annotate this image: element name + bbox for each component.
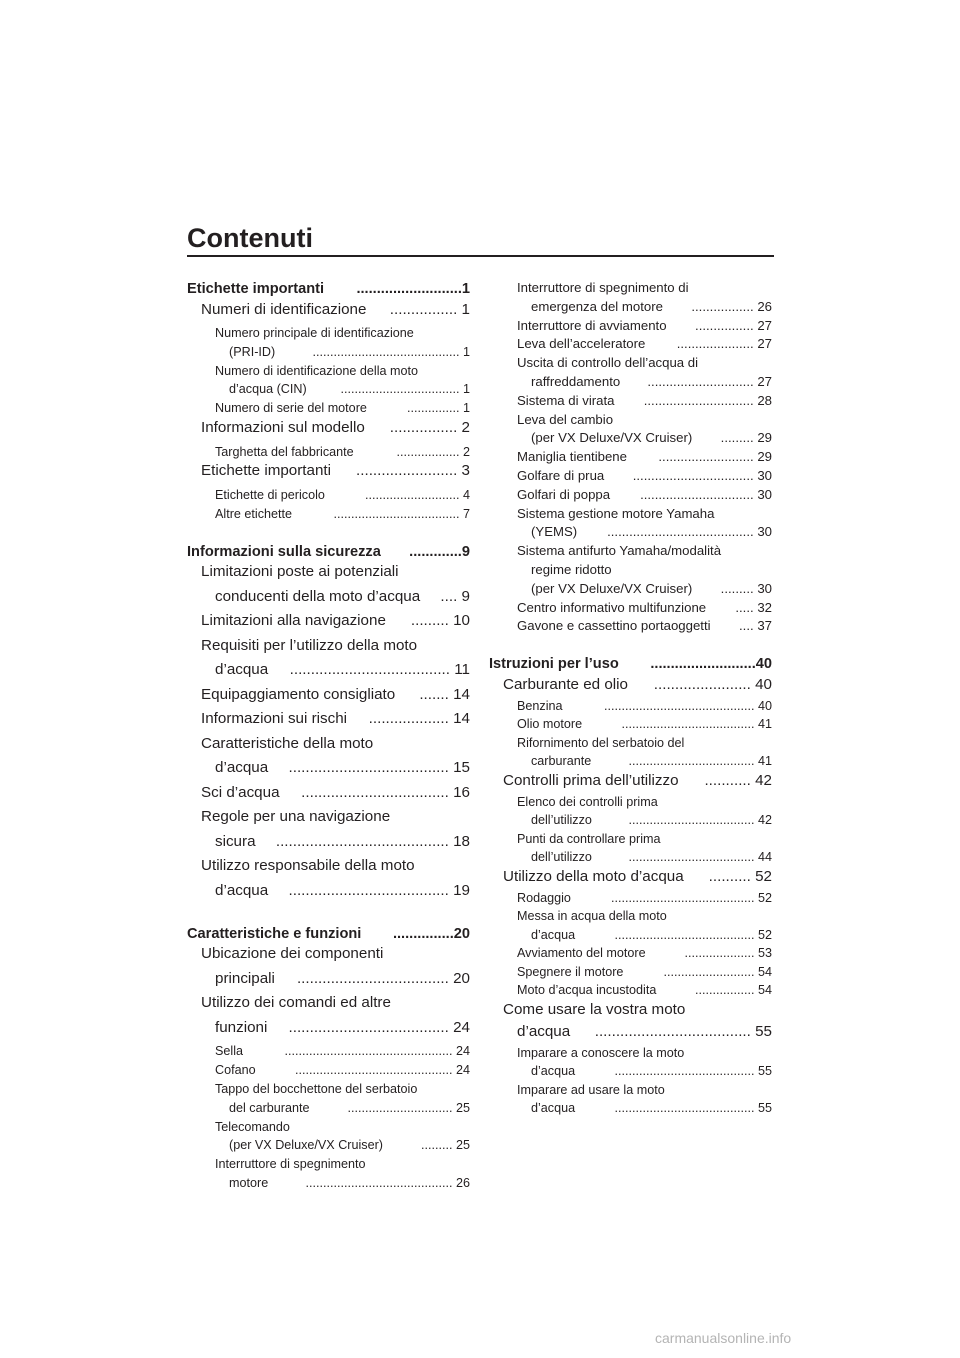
toc-entry-title: Targhetta del fabbricante (215, 444, 354, 459)
toc-entry-title: (per VX Deluxe/VX Cruiser) (229, 1138, 383, 1153)
toc-entry-title: Numero di identificazione della moto (215, 363, 419, 378)
toc-page-number: 1 (461, 281, 470, 297)
toc-entry[interactable] (201, 709, 470, 729)
toc-entry[interactable] (531, 848, 772, 866)
toc-leader-dots: ................. (691, 298, 754, 314)
toc-page-number: 32 (757, 599, 772, 615)
toc-entry-title: Sella (215, 1044, 244, 1059)
toc-entry-title: Carburante ed olio (503, 675, 628, 693)
toc-page-number: 29 (757, 449, 772, 465)
toc-leader-dots: .............................. (347, 1100, 453, 1115)
toc-entry[interactable] (531, 926, 772, 944)
toc-page-number: 28 (757, 392, 772, 408)
toc-page-number: 53 (757, 946, 772, 961)
toc-entry-title: Benzina (517, 698, 563, 713)
toc-entry-title: Telecomando (215, 1119, 290, 1134)
toc-leader-dots: ................ (389, 300, 458, 318)
toc-entry-title: Sistema di virata (517, 392, 615, 408)
toc-page-number: 30 (757, 524, 772, 540)
toc-entry-title: Caratteristiche e funzioni (187, 925, 362, 942)
toc-page-number: 9 (461, 543, 470, 560)
toc-entry-title: Rodaggio (517, 890, 571, 905)
toc-entry[interactable] (517, 486, 772, 504)
toc-entry-title: Maniglia tientibene (517, 449, 627, 465)
toc-entry-title: d’acqua (531, 1064, 576, 1079)
toc-entry[interactable] (531, 523, 772, 541)
toc-entry[interactable] (201, 783, 470, 803)
toc-leader-dots: ........... (704, 771, 751, 789)
toc-entry[interactable] (517, 981, 772, 999)
toc-leader-dots: ......... (720, 580, 754, 596)
toc-entry-title: Etichette importanti (201, 462, 331, 480)
toc-entry[interactable] (187, 542, 470, 562)
toc-entry-title: Sistema antifurto Yamaha/modalità (517, 543, 722, 559)
toc-entry-title: Cofano (215, 1063, 256, 1078)
toc-entry[interactable] (531, 373, 772, 391)
toc-page-number: 55 (757, 1101, 772, 1116)
toc-entry[interactable] (201, 734, 470, 754)
toc-entry[interactable] (517, 411, 772, 429)
toc-entry-title: Tappo del bocchettone del serbatoio (215, 1082, 418, 1096)
toc-leader-dots: .... (440, 587, 458, 605)
toc-entry[interactable] (201, 562, 470, 582)
toc-entry-title: Rifornimento del serbatoio del (517, 735, 685, 750)
toc-page-number: 26 (455, 1176, 470, 1190)
toc-page-number: 7 (462, 506, 470, 521)
toc-entry[interactable] (517, 542, 772, 560)
toc-entry-title: Centro informativo multifunzione (517, 599, 707, 615)
toc-entry-title: Informazioni sulla sicurezza (187, 543, 381, 560)
toc-page-number: 24 (455, 1063, 470, 1078)
toc-leader-dots: ........................... (365, 487, 460, 502)
toc-entry[interactable] (531, 1099, 772, 1117)
toc-page-number: 40 (755, 656, 772, 673)
toc-entry-title: Controlli prima dell’utilizzo (503, 771, 679, 789)
toc-leader-dots: ...................................... (288, 881, 449, 899)
toc-entry-title: sicura (215, 832, 256, 850)
toc-leader-dots: .................................. (340, 382, 460, 397)
toc-entry-title: Gavone e cassettino portaoggetti (517, 618, 711, 634)
toc-leader-dots: ..................... (676, 336, 754, 352)
toc-entry[interactable] (215, 399, 470, 417)
toc-page-number: 2 (462, 444, 470, 459)
toc-page-number: 20 (453, 969, 470, 987)
toc-entry-title: d’acqua (531, 927, 576, 942)
toc-page-number: 29 (757, 430, 772, 446)
toc-entry[interactable] (187, 279, 470, 299)
toc-entry-title: Limitazioni poste ai potenziali (201, 563, 399, 581)
toc-entry[interactable] (201, 300, 470, 320)
toc-entry[interactable] (517, 734, 772, 752)
toc-entry-title: Messa in acqua della moto (517, 909, 667, 924)
toc-entry[interactable] (517, 467, 772, 485)
toc-entry[interactable] (503, 1000, 772, 1020)
toc-entry[interactable] (215, 505, 470, 523)
toc-entry[interactable] (531, 752, 772, 770)
toc-page-number: 26 (757, 298, 772, 314)
toc-leader-dots: .......................................... (312, 344, 460, 359)
toc-page-number: 1 (462, 382, 470, 397)
toc-entry[interactable] (215, 1118, 470, 1136)
toc-entry[interactable] (531, 429, 772, 447)
toc-entry[interactable] (517, 505, 772, 523)
toc-entry-title: Etichette importanti (187, 281, 325, 297)
toc-leader-dots: ...................................... (621, 717, 755, 732)
toc-entry-title: Olio motore (517, 717, 583, 732)
toc-entry[interactable] (215, 443, 470, 461)
toc-entry-title: Leva del cambio (517, 411, 614, 427)
toc-leader-dots: ...................................... (289, 661, 450, 679)
toc-entry-title: regime ridotto (531, 562, 612, 577)
toc-entry[interactable] (229, 343, 470, 361)
toc-entry[interactable] (215, 1061, 470, 1079)
toc-entry[interactable] (517, 448, 772, 466)
toc-entry[interactable] (503, 867, 772, 887)
toc-page-number: 42 (755, 771, 772, 789)
toc-entry-title: Ubicazione dei componenti (201, 945, 384, 963)
toc-leader-dots: .................... (684, 946, 755, 961)
toc-entry-title: Istruzioni per l’uso (489, 656, 619, 673)
toc-entry[interactable] (201, 807, 470, 827)
toc-entry-title: Imparare ad usare la moto (517, 1082, 665, 1097)
toc-entry[interactable] (215, 758, 470, 778)
toc-entry[interactable] (517, 715, 772, 733)
toc-entry[interactable] (517, 1044, 772, 1062)
toc-page-number: 54 (757, 964, 772, 979)
toc-entry-title: Utilizzo dei comandi ed altre (201, 994, 391, 1012)
toc-entry-title: conducenti della moto d’acqua (215, 587, 421, 605)
toc-leader-dots: ............................................. (295, 1063, 453, 1078)
toc-entry[interactable] (215, 1080, 470, 1098)
toc-entry-title: Golfare di prua (517, 468, 605, 483)
toc-leader-dots: .................................... (628, 754, 755, 769)
toc-page-number: 41 (757, 717, 772, 732)
toc-page-number: 30 (757, 486, 772, 502)
toc-entry[interactable] (517, 830, 772, 848)
toc-entry[interactable] (503, 771, 772, 791)
toc-entry[interactable] (503, 675, 772, 695)
toc-entry[interactable] (531, 298, 772, 316)
toc-entry-title: Interruttore di spegnimento (215, 1157, 366, 1172)
toc-leader-dots: ....................... (653, 675, 751, 693)
toc-entry-title: d’acqua (517, 1022, 571, 1040)
toc-page-number: 3 (461, 462, 470, 480)
toc-page-number: 1 (461, 300, 470, 318)
toc-page-number: 52 (755, 867, 772, 885)
toc-page-number: 30 (757, 580, 772, 596)
toc-entry-title: Sci d’acqua (201, 783, 280, 801)
toc-entry[interactable] (531, 561, 772, 579)
toc-page-number: 40 (757, 698, 772, 713)
toc-page-number: 9 (461, 587, 470, 605)
toc-page-number: 4 (462, 487, 470, 502)
toc-entry[interactable] (517, 354, 772, 372)
toc-entry[interactable] (215, 587, 470, 607)
toc-entry-title: Utilizzo della moto d’acqua (503, 867, 684, 885)
toc-entry[interactable] (531, 811, 772, 829)
toc-entry-title: del carburante (229, 1100, 310, 1115)
toc-entry-title: Etichette di pericolo (215, 487, 325, 502)
toc-entry-title: Sistema gestione motore Yamaha (517, 505, 715, 521)
toc-leader-dots: .......................... (650, 656, 756, 673)
toc-page-number: 27 (757, 317, 772, 333)
toc-entry-title: Uscita di controllo dell’acqua di (517, 355, 699, 371)
toc-entry-title: Interruttore di spegnimento di (517, 280, 689, 295)
toc-page-number: 1 (462, 401, 470, 416)
toc-page-number: 14 (453, 710, 470, 728)
toc-entry-title: (PRI-ID) (229, 344, 276, 359)
toc-entry-title: d’acqua (215, 759, 269, 777)
toc-page-number: 16 (453, 783, 470, 801)
toc-page-number: 14 (453, 685, 470, 703)
toc-leader-dots: ................... (368, 710, 449, 728)
toc-page-number: 27 (757, 374, 772, 389)
toc-leader-dots: ......... (410, 612, 449, 630)
toc-entry[interactable] (215, 832, 470, 852)
toc-page-number: 27 (757, 336, 772, 352)
toc-page-number: 41 (757, 754, 772, 769)
toc-entry-title: d’acqua (215, 661, 269, 679)
toc-entry-title: Golfari di poppa (517, 486, 611, 502)
toc-page-number: 44 (757, 850, 772, 865)
toc-entry[interactable] (201, 685, 470, 705)
toc-leader-dots: ......... (720, 430, 754, 446)
toc-leader-dots: ................ (695, 317, 754, 333)
toc-leader-dots: ......................................... (275, 832, 449, 850)
toc-page-number: 42 (757, 813, 772, 828)
toc-page-number: 54 (757, 983, 772, 998)
toc-leader-dots: ........................ (356, 462, 458, 480)
toc-entry[interactable] (215, 324, 470, 342)
page-title: Contenuti (187, 223, 313, 253)
toc-leader-dots: ............... (392, 925, 454, 942)
toc-leader-dots: ................................. (632, 468, 754, 483)
toc-entry[interactable] (201, 611, 470, 631)
toc-entry-title: Interruttore di avviamento (517, 317, 667, 333)
toc-leader-dots: ........................................ (614, 1101, 755, 1116)
toc-entry-title: Utilizzo responsabile della moto (201, 857, 415, 875)
toc-entry[interactable] (517, 889, 772, 907)
toc-leader-dots: .................................... (333, 506, 460, 521)
toc-entry[interactable] (489, 654, 772, 674)
toc-entry[interactable] (229, 1136, 470, 1154)
toc-page-number: 10 (453, 612, 470, 630)
toc-entry-title: Equipaggiamento consigliato (201, 685, 396, 703)
toc-entry[interactable] (215, 486, 470, 504)
toc-entry-title: Altre etichette (215, 506, 293, 521)
toc-entry-title: dell’utilizzo (531, 813, 592, 828)
toc-entry-title: Imparare a conoscere la moto (517, 1045, 685, 1060)
toc-leader-dots: .......................... (658, 449, 754, 465)
toc-page-number: 30 (757, 468, 772, 483)
title-rule (187, 255, 774, 257)
toc-leader-dots: .......... (708, 867, 751, 885)
toc-entry-title: (YEMS) (531, 524, 578, 540)
toc-leader-dots: ......................................... (611, 890, 755, 905)
toc-entry-title: Punti da controllare prima (517, 831, 661, 846)
toc-entry[interactable] (229, 1099, 470, 1117)
toc-entry[interactable] (517, 944, 772, 962)
toc-entry[interactable] (517, 793, 772, 811)
toc-page-number: 11 (454, 661, 470, 679)
toc-page-number: 55 (755, 1022, 772, 1040)
toc-entry[interactable] (517, 279, 772, 297)
toc-leader-dots: ................................................ (284, 1044, 453, 1059)
toc-entry-title: (per VX Deluxe/VX Cruiser) (531, 430, 693, 446)
toc-page-number: 24 (455, 1044, 470, 1059)
toc-entry-title: Regole per una navigazione (201, 808, 391, 826)
toc-entry-title: emergenza del motore (531, 298, 663, 314)
toc-entry[interactable] (517, 317, 772, 335)
toc-entry[interactable] (215, 969, 470, 989)
toc-leader-dots: .......................................... (305, 1176, 453, 1190)
toc-entry[interactable] (215, 660, 470, 680)
toc-entry[interactable] (215, 362, 470, 380)
toc-entry[interactable] (229, 380, 470, 398)
toc-entry-title: Elenco dei controlli prima (517, 794, 658, 809)
toc-page-number: 25 (455, 1138, 470, 1153)
toc-entry[interactable] (201, 944, 470, 964)
toc-entry[interactable] (201, 993, 470, 1013)
toc-entry[interactable] (517, 1022, 772, 1042)
toc-entry-title: funzioni (215, 1018, 268, 1036)
toc-leader-dots: .............................. (643, 392, 754, 408)
toc-page-number: 55 (757, 1064, 772, 1079)
toc-leader-dots: ..................................... (594, 1022, 751, 1040)
toc-leader-dots: .................................... (628, 850, 755, 865)
toc-entry[interactable] (215, 881, 470, 901)
toc-entry[interactable] (531, 580, 772, 598)
toc-entry-title: Numero principale di identificazione (215, 326, 414, 340)
toc-leader-dots: .......................... (663, 964, 755, 979)
toc-page-number: 18 (453, 832, 470, 850)
toc-entry[interactable] (215, 1018, 470, 1038)
toc-entry-title: Spegnere il motore (517, 964, 624, 979)
toc-entry-title: Leva dell’acceleratore (517, 336, 646, 352)
toc-entry-title: Informazioni sul modello (201, 419, 365, 436)
toc-leader-dots: ...................................... (288, 1018, 449, 1036)
toc-leader-dots: ...................................... (288, 759, 449, 777)
toc-entry[interactable] (215, 1155, 470, 1173)
toc-entry[interactable] (517, 963, 772, 981)
toc-entry[interactable] (187, 924, 470, 944)
toc-entry-title: Come usare la vostra moto (503, 1000, 686, 1018)
toc-page-number: 20 (453, 925, 470, 942)
toc-leader-dots: ............... (407, 401, 460, 416)
watermark: carmanualsonline.info (655, 1330, 792, 1346)
toc-entry[interactable] (517, 907, 772, 925)
toc-entry[interactable] (517, 617, 772, 635)
toc-leader-dots: ................................... (301, 783, 449, 801)
toc-page-number: 2 (461, 419, 470, 436)
toc-leader-dots: ................ (389, 419, 458, 436)
toc-page-number: 24 (453, 1018, 470, 1036)
toc-entry[interactable] (201, 461, 470, 481)
toc-leader-dots: .... (739, 618, 754, 634)
toc-entry[interactable] (201, 636, 470, 656)
toc-entry-title: (per VX Deluxe/VX Cruiser) (531, 580, 693, 596)
toc-page-number: 15 (453, 759, 470, 777)
toc-entry-title: d’acqua (CIN) (229, 382, 307, 397)
toc-entry-title: d’acqua (215, 881, 269, 899)
toc-entry-title: raffreddamento (531, 374, 621, 389)
toc-page-number: 19 (453, 881, 470, 899)
toc-entry-title: Informazioni sui rischi (201, 710, 348, 728)
toc-entry[interactable] (517, 392, 772, 410)
toc-leader-dots: ........................................ (614, 927, 755, 942)
toc-entry-title: dell’utilizzo (531, 850, 592, 865)
toc-page-number: 52 (757, 927, 772, 942)
toc-page-number: 52 (757, 890, 772, 905)
toc-leader-dots: ........................................ (614, 1064, 755, 1079)
toc-entry-title: Caratteristiche della moto (201, 734, 374, 752)
toc-entry[interactable] (229, 1174, 470, 1192)
toc-entry[interactable] (517, 335, 772, 353)
toc-entry-title: Requisiti per l’utilizzo della moto (201, 636, 418, 654)
toc-leader-dots: .................................... (628, 813, 755, 828)
toc-entry-title: Limitazioni alla navigazione (201, 612, 386, 630)
toc-leader-dots: ....... (419, 685, 449, 703)
toc-entry[interactable] (517, 599, 772, 617)
toc-entry-title: Moto d’acqua incustodita (517, 983, 657, 998)
toc-leader-dots: .................. (396, 444, 460, 459)
toc-entry-title: Numeri di identificazione (201, 300, 367, 318)
toc-leader-dots: ................. (695, 983, 755, 998)
toc-entry[interactable] (201, 856, 470, 876)
toc-page-number: 1 (462, 344, 470, 359)
toc-entry[interactable] (517, 1081, 772, 1099)
toc-entry[interactable] (531, 1062, 772, 1080)
toc-leader-dots: .......................... (356, 281, 462, 297)
toc-entry-title: Numero di serie del motore (215, 401, 367, 416)
toc-leader-dots: ............................... (640, 486, 754, 502)
toc-leader-dots: ............. (409, 543, 462, 560)
toc-entry-title: motore (229, 1176, 269, 1190)
toc-leader-dots: ......... (420, 1138, 453, 1153)
toc-leader-dots: ..... (735, 599, 754, 615)
toc-page-number: 37 (757, 618, 772, 634)
toc-leader-dots: ............................. (647, 374, 754, 389)
toc-entry[interactable] (517, 697, 772, 715)
toc-entry[interactable] (215, 1042, 470, 1060)
toc-entry-title: d’acqua (531, 1101, 576, 1116)
toc-page-number: 25 (455, 1100, 470, 1115)
toc-page-number: 40 (755, 675, 772, 693)
toc-leader-dots: ........................................ (607, 524, 754, 540)
toc-entry-title: carburante (531, 754, 592, 769)
toc-entry[interactable] (201, 418, 470, 438)
toc-entry-title: Avviamento del motore (517, 946, 646, 961)
toc-leader-dots: .................................... (296, 969, 449, 987)
toc-entry-title: principali (215, 969, 275, 987)
toc-leader-dots: ........................................... (604, 698, 755, 713)
